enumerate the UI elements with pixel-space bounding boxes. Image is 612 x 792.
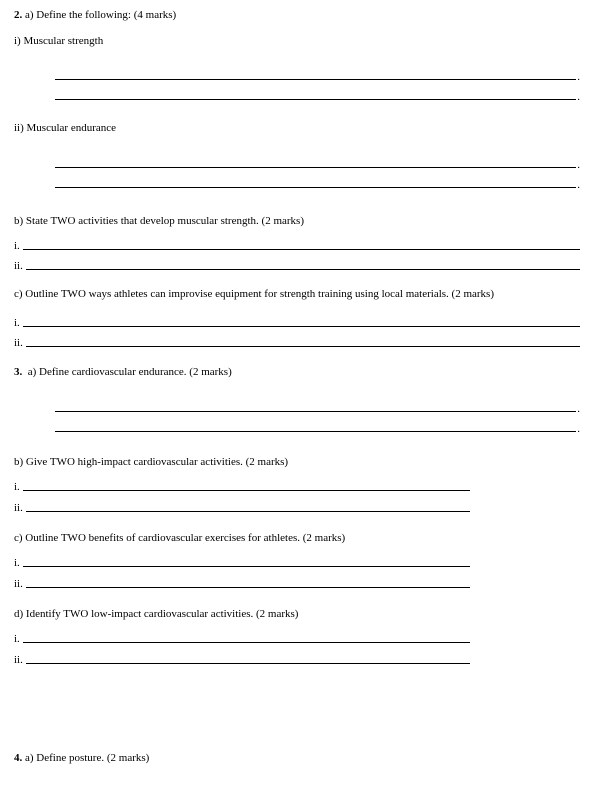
write-line <box>55 79 576 80</box>
answer-line-row <box>55 176 580 191</box>
line-end-period: . <box>577 179 580 191</box>
question-2-heading <box>14 9 176 22</box>
item-label-i: i. <box>14 633 20 645</box>
item-label-i: i. <box>14 317 20 329</box>
write-line <box>26 663 470 664</box>
question-3-number: 3. <box>14 366 23 378</box>
write-line <box>26 511 470 512</box>
question-2-part-ii-label: ii) Muscular endurance <box>14 122 117 134</box>
answer-item-row <box>14 630 470 645</box>
item-label-ii: ii. <box>14 578 23 590</box>
item-label-ii: ii. <box>14 260 23 272</box>
write-line <box>26 346 580 347</box>
answer-line-row <box>55 68 580 83</box>
answer-line-row <box>55 88 580 103</box>
question-2-part-i-label: i) Muscular strength <box>14 35 104 47</box>
item-label-i: i. <box>14 557 20 569</box>
item-label-ii: ii. <box>14 654 23 666</box>
write-line <box>26 269 580 270</box>
question-4-number: 4. <box>14 752 23 764</box>
question-3b-heading: b) Give TWO high-impact cardiovascular activities. (2 marks) <box>14 456 289 468</box>
line-end-period: . <box>577 403 580 415</box>
question-2-intro: a) Define the following: (4 marks) <box>22 9 177 21</box>
answer-item-row <box>14 554 470 569</box>
question-3c-heading: c) Outline TWO benefits of cardiovascular exercises for athletes. (2 marks) <box>14 532 346 544</box>
write-line <box>55 99 576 100</box>
write-line <box>55 187 576 188</box>
write-line <box>55 411 576 412</box>
answer-line-row <box>55 400 580 415</box>
question-3-heading <box>14 366 232 379</box>
answer-item-row <box>14 334 580 349</box>
line-end-period: . <box>577 423 580 435</box>
question-3d-heading: d) Identify TWO low-impact cardiovascular activities. (2 marks) <box>14 608 299 620</box>
line-end-period: . <box>577 71 580 83</box>
write-line <box>23 490 470 491</box>
write-line <box>55 167 576 168</box>
question-4-intro: a) Define posture. (2 marks) <box>22 752 150 764</box>
item-label-i: i. <box>14 240 20 252</box>
question-2c-heading: c) Outline TWO ways athletes can improvise equipment for strength training using local materials. (2 marks) <box>14 288 494 300</box>
item-label-ii: ii. <box>14 337 23 349</box>
answer-item-row <box>14 478 470 493</box>
question-3-intro: a) Define cardiovascular endurance. (2 marks) <box>22 366 232 378</box>
line-end-period: . <box>577 159 580 171</box>
item-label-ii: ii. <box>14 502 23 514</box>
answer-line-row <box>55 156 580 171</box>
item-label-i: i. <box>14 481 20 493</box>
answer-item-row <box>14 257 580 272</box>
write-line <box>55 431 576 432</box>
question-2b-heading: b) State TWO activities that develop muscular strength. (2 marks) <box>14 215 304 227</box>
answer-item-row <box>14 651 470 666</box>
question-2-number: 2. <box>14 9 23 21</box>
write-line <box>23 326 580 327</box>
answer-item-row <box>14 575 470 590</box>
answer-item-row <box>14 237 580 252</box>
write-line <box>23 642 470 643</box>
write-line <box>23 249 580 250</box>
line-end-period: . <box>577 91 580 103</box>
write-line <box>26 587 470 588</box>
answer-line-row <box>55 420 580 435</box>
answer-item-row <box>14 499 470 514</box>
write-line <box>23 566 470 567</box>
answer-item-row <box>14 314 580 329</box>
question-4-heading <box>14 752 149 765</box>
